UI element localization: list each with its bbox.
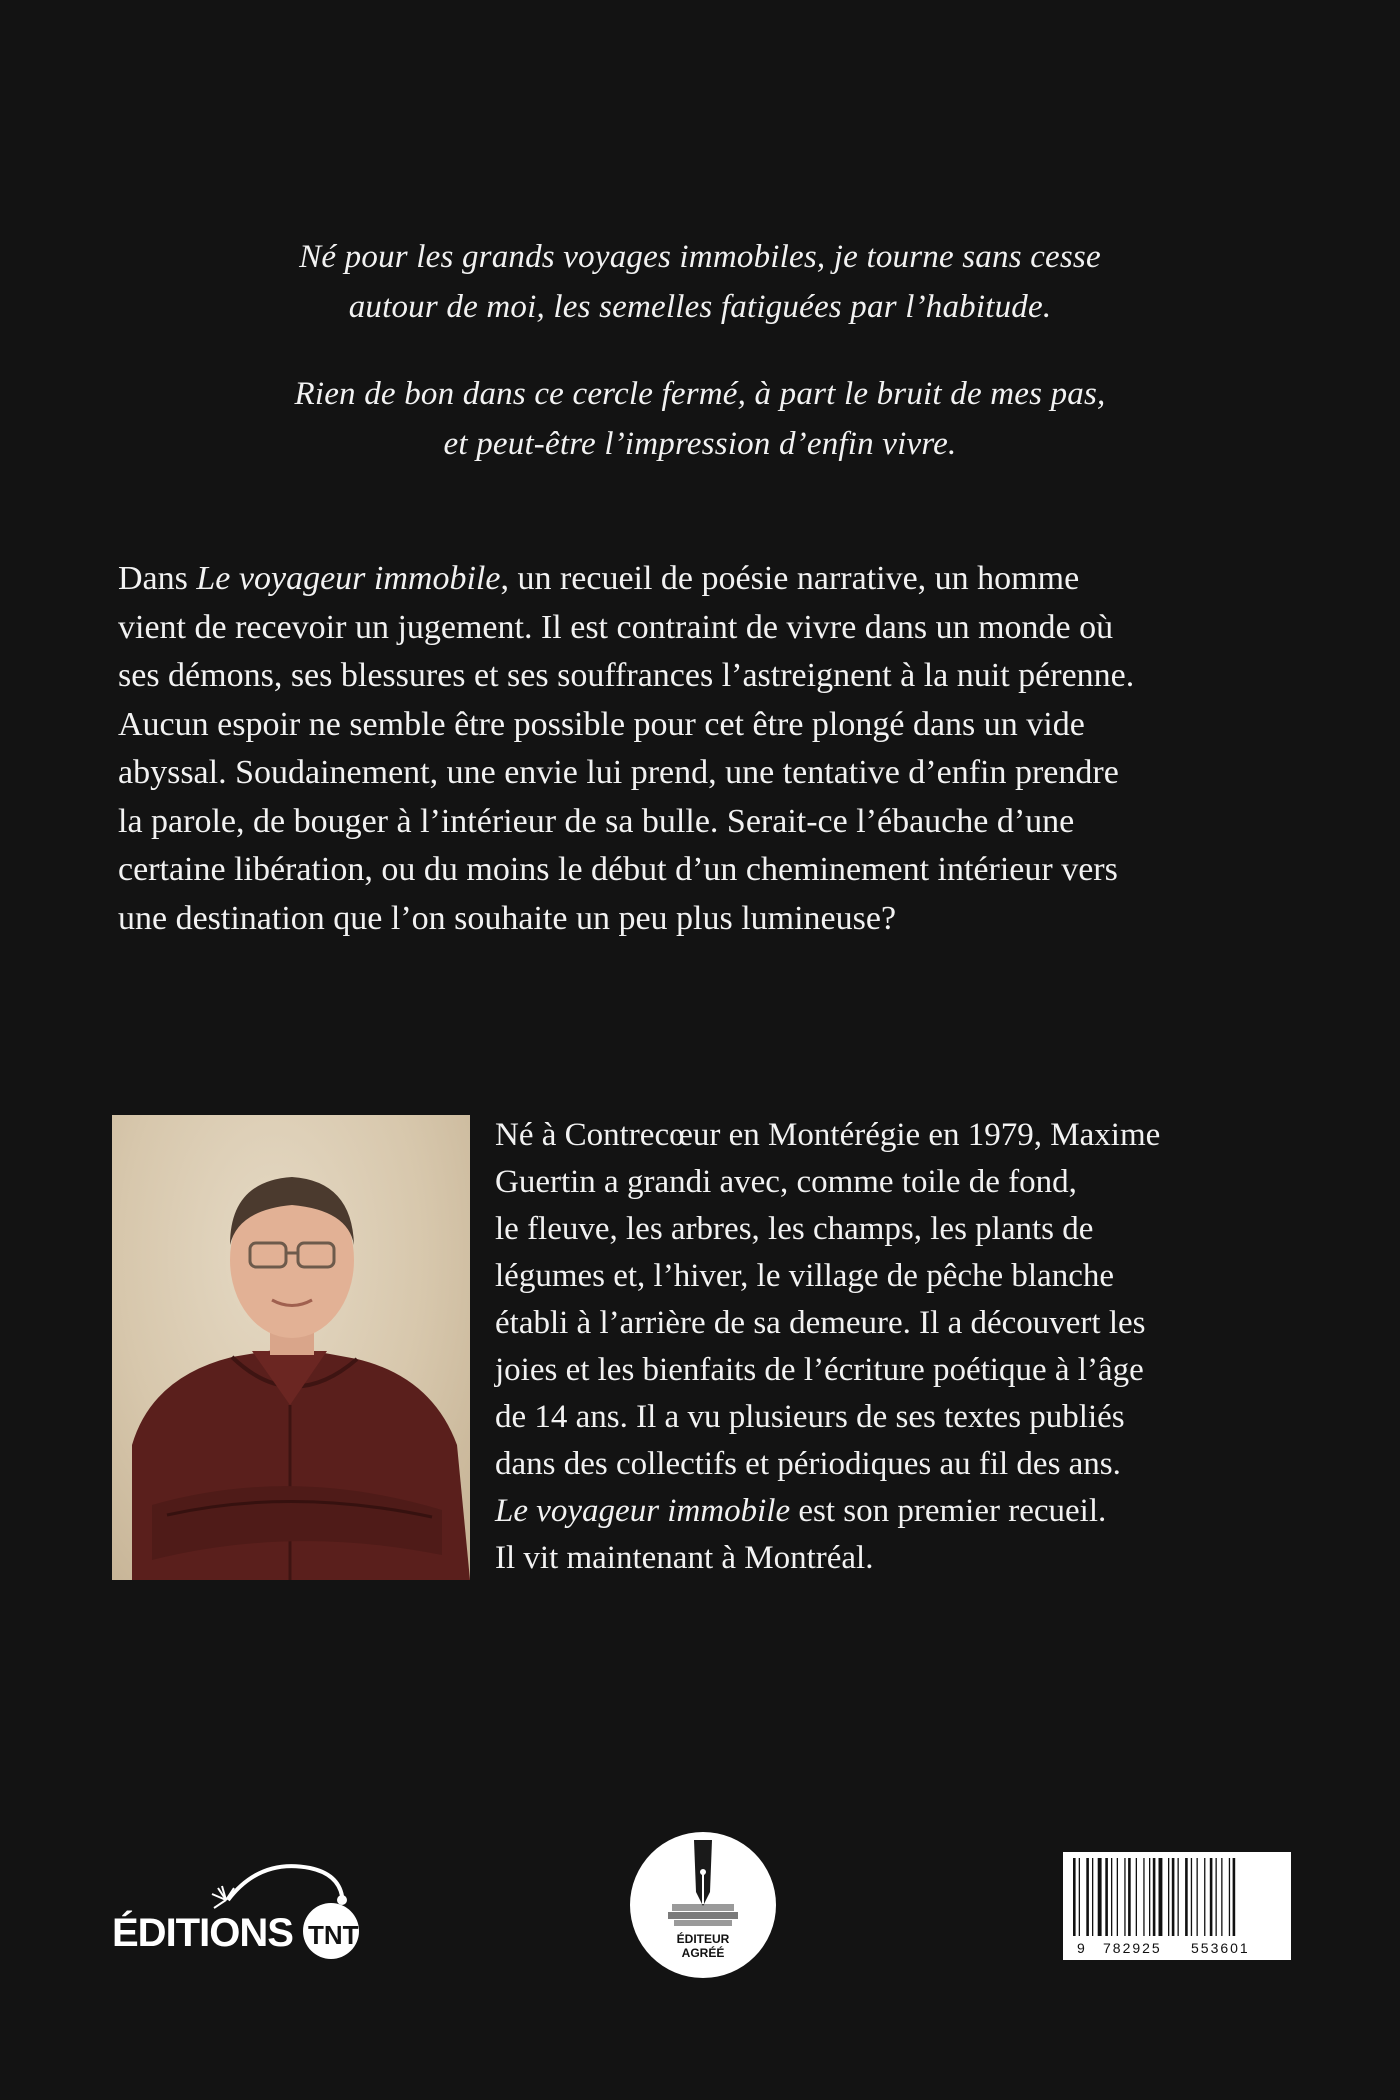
barcode-bar	[1210, 1858, 1213, 1936]
author-bio	[495, 1112, 1295, 1582]
barcode-bar	[1197, 1858, 1198, 1936]
bio-line: Guertin a grandi avec, comme toile de fond,	[495, 1164, 1077, 1200]
epigraph-line: Rien de bon dans ce cercle fermé, à part le bruit de mes pas,	[294, 376, 1106, 412]
barcode-graphic	[1063, 1852, 1291, 1960]
barcode-bar	[1168, 1858, 1169, 1936]
barcode-bars	[1073, 1858, 1235, 1936]
synopsis-line: une destination que l’on souhaite un peu plus lumineuse?	[118, 899, 897, 937]
barcode-bar	[1233, 1858, 1236, 1936]
epigraph	[120, 232, 1280, 506]
approved-publisher-seal	[630, 1832, 776, 1978]
synopsis-line: certaine libération, ou du moins le début d’un cheminement intérieur vers	[118, 851, 1118, 888]
synopsis-prefix: Dans	[118, 560, 197, 597]
barcode-bar	[1136, 1858, 1137, 1936]
synopsis-line: ses démons, ses blessures et ses souffrances l’astreignent à la nuit pérenne.	[118, 657, 1135, 694]
barcode-bar	[1143, 1858, 1144, 1936]
bio-line: le fleuve, les arbres, les champs, les plants de	[495, 1211, 1094, 1247]
seal-line1: ÉDITEUR	[676, 1932, 730, 1946]
synopsis-line: , un recueil de poésie narrative, un homme	[500, 560, 1080, 597]
barcode-bar	[1098, 1858, 1102, 1936]
barcode-bar	[1153, 1858, 1156, 1936]
bio-line: joies et les bienfaits de l’écriture poétique à l’âge	[495, 1352, 1144, 1388]
epigraph-stanza-2	[120, 369, 1280, 469]
barcode-bar	[1204, 1858, 1205, 1936]
publisher-name-part1: ÉDITIONS	[112, 1911, 293, 1955]
author-photo	[112, 1115, 470, 1580]
synopsis-line: Aucun espoir ne semble être possible pour cet être plongé dans un vide	[118, 705, 1085, 743]
barcode-bar	[1185, 1858, 1188, 1936]
isbn-group1: 782925	[1103, 1940, 1162, 1956]
barcode-bar	[1191, 1858, 1192, 1936]
epigraph-line: et peut-être l’impression d’enfin vivre.	[443, 426, 957, 462]
synopsis	[118, 555, 1293, 943]
barcode-bar	[1216, 1858, 1217, 1936]
epigraph-line: Né pour les grands voyages immobiles, je tourne sans cesse	[299, 239, 1101, 275]
bio-line: de 14 ans. Il a vu plusieurs de ses textes publiés	[495, 1399, 1125, 1435]
barcode-bar	[1221, 1858, 1222, 1936]
barcode-bar	[1159, 1858, 1163, 1936]
bio-line: légumes et, l’hiver, le village de pêche blanche	[495, 1258, 1114, 1294]
author-portrait-illustration	[112, 1115, 470, 1580]
seal-line2: AGRÉÉ	[681, 1946, 725, 1960]
barcode-bar	[1149, 1858, 1150, 1936]
barcode-bar	[1172, 1858, 1175, 1936]
epigraph-stanza-1	[120, 232, 1280, 332]
epigraph-line: autour de moi, les semelles fatiguées par l’habitude.	[348, 289, 1052, 325]
synopsis-book-title: Le voyageur immobile	[196, 560, 501, 597]
synopsis-line: la parole, de bouger à l’intérieur de sa bulle. Serait-ce l’ébauche d’une	[118, 802, 1075, 840]
bio-line: Il vit maintenant à Montréal.	[495, 1540, 874, 1576]
isbn-barcode	[1063, 1852, 1291, 1960]
barcode-bar	[1124, 1858, 1125, 1936]
publisher-logo	[110, 1840, 370, 1960]
bio-line: est son premier recueil.	[790, 1493, 1107, 1529]
synopsis-line: abyssal. Soudainement, une envie lui prend, une tentative d’enfin prendre	[118, 754, 1119, 791]
barcode-bar	[1105, 1858, 1108, 1936]
barcode-bar	[1111, 1858, 1112, 1936]
bio-line: dans des collectifs et périodiques au fil des ans.	[495, 1446, 1121, 1482]
isbn-first-digit: 9	[1077, 1940, 1085, 1956]
barcode-bar	[1128, 1858, 1131, 1936]
isbn-group2: 553601	[1191, 1940, 1250, 1956]
barcode-bar	[1092, 1858, 1093, 1936]
bio-book-title: Le voyageur immobile	[495, 1493, 791, 1529]
synopsis-line: vient de recevoir un jugement. Il est contraint de vivre dans un monde où	[118, 608, 1114, 646]
barcode-bar	[1229, 1858, 1230, 1936]
barcode-bar	[1079, 1858, 1080, 1936]
bio-line: Né à Contrecœur en Montérégie en 1979, Maxime	[495, 1117, 1161, 1153]
barcode-bar	[1073, 1858, 1076, 1936]
barcode-bar	[1178, 1858, 1179, 1936]
pen-nib-icon	[630, 1832, 776, 1978]
bio-line: établi à l’arrière de sa demeure. Il a découvert les	[495, 1305, 1146, 1341]
bio-paragraph	[495, 1112, 1295, 1582]
barcode-bar	[1086, 1858, 1089, 1936]
publisher-logo-graphic	[110, 1840, 370, 1960]
publisher-name-part2: TNT	[308, 1920, 359, 1950]
synopsis-paragraph	[118, 555, 1293, 943]
barcode-bar	[1117, 1858, 1118, 1936]
